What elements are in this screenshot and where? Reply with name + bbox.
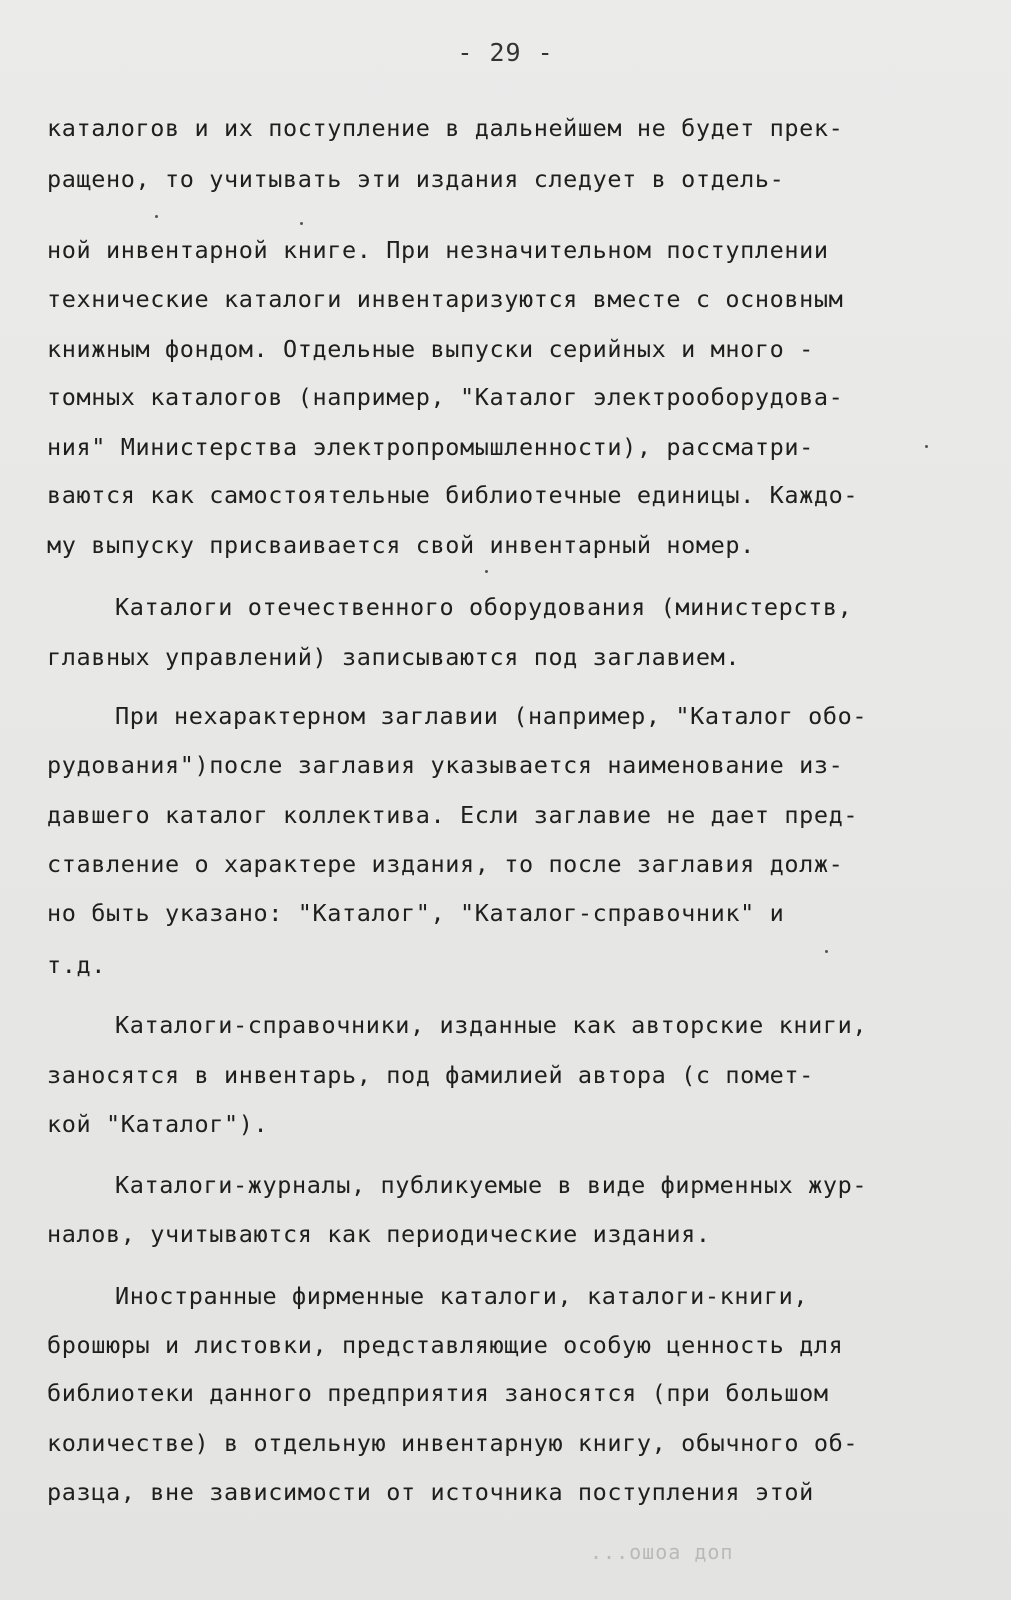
text-line: ваются как самостоятельные библиотечные единицы. Каждо-	[47, 481, 859, 509]
text-line: давшего каталог коллектива. Если заглавие не дает пред-	[47, 801, 859, 829]
text-line: каталогов и их поступление в дальнейшем не будет прек-	[47, 114, 844, 142]
ink-speck	[925, 445, 928, 448]
ink-speck	[155, 215, 158, 218]
text-line: му выпуску присваивается свой инвентарный номер.	[47, 531, 755, 559]
text-line: т.д.	[47, 951, 106, 979]
text-line: ной инвентарной книге. При незначительном поступлении	[47, 236, 829, 264]
text-line: библиотеки данного предприятия заносятся (при большом	[47, 1379, 829, 1407]
text-line: но быть указано: "Каталог", "Каталог-справочник" и	[47, 899, 785, 927]
text-line: налов, учитываются как периодические издания.	[47, 1220, 711, 1248]
text-line: рудования")после заглавия указывается наименование из-	[47, 751, 844, 779]
text-line: брошюры и листовки, представляющие особую ценность для	[47, 1331, 844, 1359]
text-line: количестве) в отдельную инвентарную книгу, обычного об-	[47, 1429, 859, 1457]
text-line: томных каталогов (например, "Каталог электрооборудова-	[47, 383, 844, 411]
text-line: главных управлений) записываются под заглавием.	[47, 643, 741, 671]
text-line: ращено, то учитывать эти издания следует в отдель-	[47, 165, 785, 193]
text-line: книжным фондом. Отдельные выпуски серийных и много -	[47, 335, 814, 363]
text-line: ставление о характере издания, то после заглавия долж-	[47, 850, 844, 878]
bleed-through-text: ...ошоа доп	[590, 1540, 734, 1564]
ink-speck	[300, 222, 303, 225]
text-line: Иностранные фирменные каталоги, каталоги-книги,	[115, 1282, 809, 1310]
text-line: кой "Каталог").	[47, 1110, 269, 1138]
text-line: Каталоги-журналы, публикуемые в виде фирменных жур-	[115, 1171, 868, 1199]
text-line: технические каталоги инвентаризуются вместе с основным	[47, 285, 844, 313]
text-line: заносятся в инвентарь, под фамилией автора (с помет-	[47, 1061, 814, 1089]
ink-speck	[825, 950, 828, 953]
text-line: Каталоги-справочники, изданные как авторские книги,	[115, 1011, 868, 1039]
ink-speck	[485, 570, 488, 573]
page-number: - 29 -	[457, 38, 554, 67]
text-line: разца, вне зависимости от источника поступления этой	[47, 1478, 814, 1506]
text-line: Каталоги отечественного оборудования (министерств,	[115, 593, 853, 621]
text-line: ния" Министерства электропромышленности), рассматри-	[47, 433, 814, 461]
text-line: При нехарактерном заглавии (например, "Каталог обо-	[115, 702, 868, 730]
